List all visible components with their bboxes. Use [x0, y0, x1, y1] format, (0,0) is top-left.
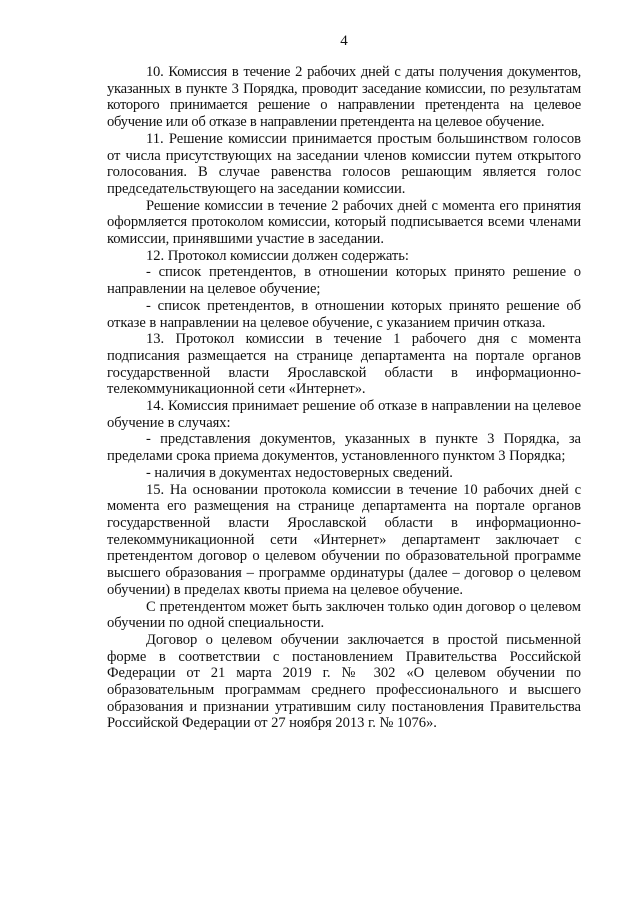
page-number: 4 — [340, 33, 348, 49]
paragraph-contract-form: Договор о целевом обучении заключается в простой письменной форме в соответствии с постановлением Правительства Российской Федерации от 21 марта 2019 г. № 302 «О целевом обучении по образовательным программам среднего профессионального и высшего образования и признании утратившим силу постановления Правительства Российской Федерации от 27 ноября 2013 г. № 1076». — [107, 631, 581, 732]
paragraph-14: 14. Комиссия принимает решение об отказе в направлении на целевое обучение в случаях: — [107, 398, 581, 431]
paragraph-12: 12. Протокол комиссии должен содержать: — [146, 247, 409, 264]
paragraph-decision-protocol: Решение комиссии в течение 2 рабочих дней с момента его принятия оформляется протоколом комиссии, который подписывается всеми членами комиссии, принявшими участие в заседании. — [107, 197, 581, 248]
paragraph-15: 15. На основании протокола комиссии в течение 10 рабочих дней с момента его размещения на странице департамента на портале органов государственной власти Ярославской области в информационно-телекоммуникационной сети «Интернет» департамент заключает с претендентом договор о целевом обучении по образовательной программе высшего образования – программе ординатуры (далее – договор о целевом обучении) в пределах квоты приема на целевое обучение. — [107, 481, 581, 598]
list-item-false-information: - наличия в документах недостоверных сведений. — [146, 464, 453, 481]
list-item-late-documents: - представления документов, указанных в пункте 3 Порядка, за пределами срока приема документов, установленного пунктом 3 Порядка; — [107, 431, 581, 465]
document-page — [107, 32, 581, 732]
paragraph-10: 10. Комиссия в течение 2 рабочих дней с даты получения документов, указанных в пункте 3 Порядка, проводит заседание комиссии, по результатам которого принимается решение о направлении претендента на целевое обучение или об отказе в направлении претендента на целевое обучение. — [107, 64, 581, 131]
paragraph-single-contract: С претендентом может быть заключен только один договор о целевом обучении по одной специальности. — [107, 598, 581, 632]
paragraph-11: 11. Решение комиссии принимается простым большинством голосов от числа присутствующих на заседании членов комиссии путем открытого голосования. В случае равенства голосов решающим является голос председательствующего на заседании комиссии. — [107, 130, 581, 197]
list-item-approved-candidates: - список претендентов, в отношении которых принято решение о направлении на целевое обучение; — [107, 264, 581, 298]
paragraph-13: 13. Протокол комиссии в течение 1 рабочего дня с момента подписания размещается на странице департамента на портале органов государственной власти Ярославской области в информационно-телекоммуникационной сети «Интернет». — [107, 331, 581, 398]
list-item-refused-candidates: - список претендентов, в отношении которых принято решение об отказе в направлении на целевое обучение, с указанием причин отказа. — [107, 297, 581, 331]
